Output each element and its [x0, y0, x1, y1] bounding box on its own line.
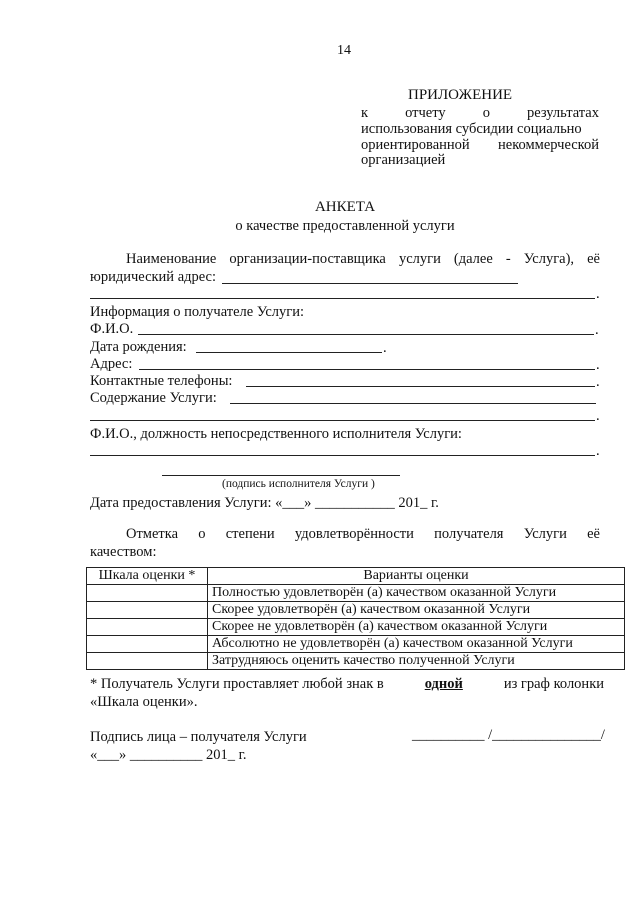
appendix-word: ориентированной: [361, 137, 470, 153]
appendix-line-3: [361, 138, 599, 153]
rating-table-header: [87, 568, 625, 585]
footnote-emphasis: одной: [424, 676, 463, 692]
satisfaction-word: степени: [225, 526, 275, 542]
table-row: [87, 653, 625, 670]
field-dot: .: [595, 322, 599, 338]
field-dot: .: [383, 340, 387, 356]
scale-cell[interactable]: [87, 585, 208, 602]
footnote-pre: * Получатель Услуги проставляет любой знак в: [90, 676, 384, 692]
appendix-word: отчету: [405, 105, 446, 121]
table-row: [87, 585, 625, 602]
option-label: Затрудняюсь оценить качество полученной Услуги: [208, 653, 625, 670]
footnote-line-2: «Шкала оценки».: [90, 694, 198, 710]
footnote-line-1: [90, 677, 604, 692]
appendix-line-4: организацией: [361, 152, 446, 168]
satisfaction-line-2: качеством:: [90, 544, 157, 560]
satisfaction-word: удовлетворённости: [294, 526, 414, 542]
rating-table: [86, 567, 625, 670]
birth-date-field[interactable]: [196, 352, 382, 353]
executor-signature-caption: (подпись исполнителя Услуги ): [222, 478, 375, 490]
appendix-line-1: [361, 106, 599, 121]
executor-signature-field[interactable]: [162, 475, 400, 476]
appendix-word: о: [482, 105, 490, 121]
option-label: Абсолютно не удовлетворён (а) качеством оказанной Услуги: [208, 636, 625, 653]
field-dot: .: [596, 408, 600, 424]
address-label: Адрес:: [90, 356, 133, 372]
fio-field[interactable]: [138, 334, 594, 335]
form-title: АНКЕТА: [314, 199, 376, 215]
satisfaction-word: получателя: [434, 526, 504, 542]
provider-line-1: Наименование организации-поставщика услуги (далее - Услуга), её: [126, 251, 600, 267]
recipient-signature-label: Подпись лица – получателя Услуги: [90, 729, 307, 745]
field-dot: .: [596, 443, 600, 459]
signoff-date: «___» __________ 201_ г.: [90, 747, 247, 763]
provider-address-label: юридический адрес:: [90, 269, 217, 285]
scale-cell[interactable]: [87, 602, 208, 619]
service-date: Дата предоставления Услуги: «___» ___________ 201_ г.: [90, 495, 439, 511]
scale-cell[interactable]: [87, 653, 208, 670]
scale-column-header: Шкала оценки *: [87, 568, 208, 585]
option-label: Скорее удовлетворён (а) качеством оказанной Услуги: [208, 602, 625, 619]
recipient-signature-field[interactable]: __________ /_______________/: [412, 727, 605, 743]
satisfaction-line-1: [126, 527, 600, 542]
provider-address-field-2[interactable]: [90, 298, 595, 299]
phones-label: Контактные телефоны:: [90, 373, 233, 389]
table-row: [87, 602, 625, 619]
field-dot: .: [596, 374, 600, 390]
appendix-word: к: [361, 105, 369, 121]
satisfaction-word: Услуги: [523, 526, 567, 542]
field-dot: .: [596, 357, 600, 373]
form-subtitle: о качестве предоставленной услуги: [235, 218, 455, 234]
scale-cell[interactable]: [87, 636, 208, 653]
recipient-heading: Информация о получателе Услуги:: [90, 304, 305, 320]
option-label: Скорее не удовлетворён (а) качеством оказанной Услуги: [208, 619, 625, 636]
birth-date-label: Дата рождения:: [90, 339, 187, 355]
option-label: Полностью удовлетворён (а) качеством оказанной Услуги: [208, 585, 625, 602]
phones-field[interactable]: [246, 386, 595, 387]
executor-label: Ф.И.О., должность непосредственного исполнителя Услуги:: [90, 426, 462, 442]
appendix-word: результатах: [527, 105, 599, 121]
satisfaction-word: о: [198, 526, 206, 542]
provider-end-dot: .: [596, 286, 600, 302]
scale-cell[interactable]: [87, 619, 208, 636]
table-row: [87, 636, 625, 653]
address-field[interactable]: [139, 369, 595, 370]
content-field-2[interactable]: [90, 420, 595, 421]
appendix-title: ПРИЛОЖЕНИЕ: [408, 87, 513, 103]
appendix-word: некоммерческой: [498, 137, 599, 153]
content-label: Содержание Услуги:: [90, 390, 217, 406]
page-number: 14: [337, 43, 351, 58]
provider-address-field[interactable]: [222, 283, 518, 284]
executor-field[interactable]: [90, 455, 595, 456]
satisfaction-word: Отметка: [126, 526, 179, 542]
footnote-post: из граф колонки: [503, 676, 604, 692]
table-row: [87, 619, 625, 636]
satisfaction-word: её: [587, 526, 600, 542]
options-column-header: Варианты оценки: [208, 568, 625, 585]
appendix-line-2: использования субсидии социально: [361, 121, 582, 137]
content-field[interactable]: [230, 403, 596, 404]
fio-label: Ф.И.О.: [90, 321, 134, 337]
